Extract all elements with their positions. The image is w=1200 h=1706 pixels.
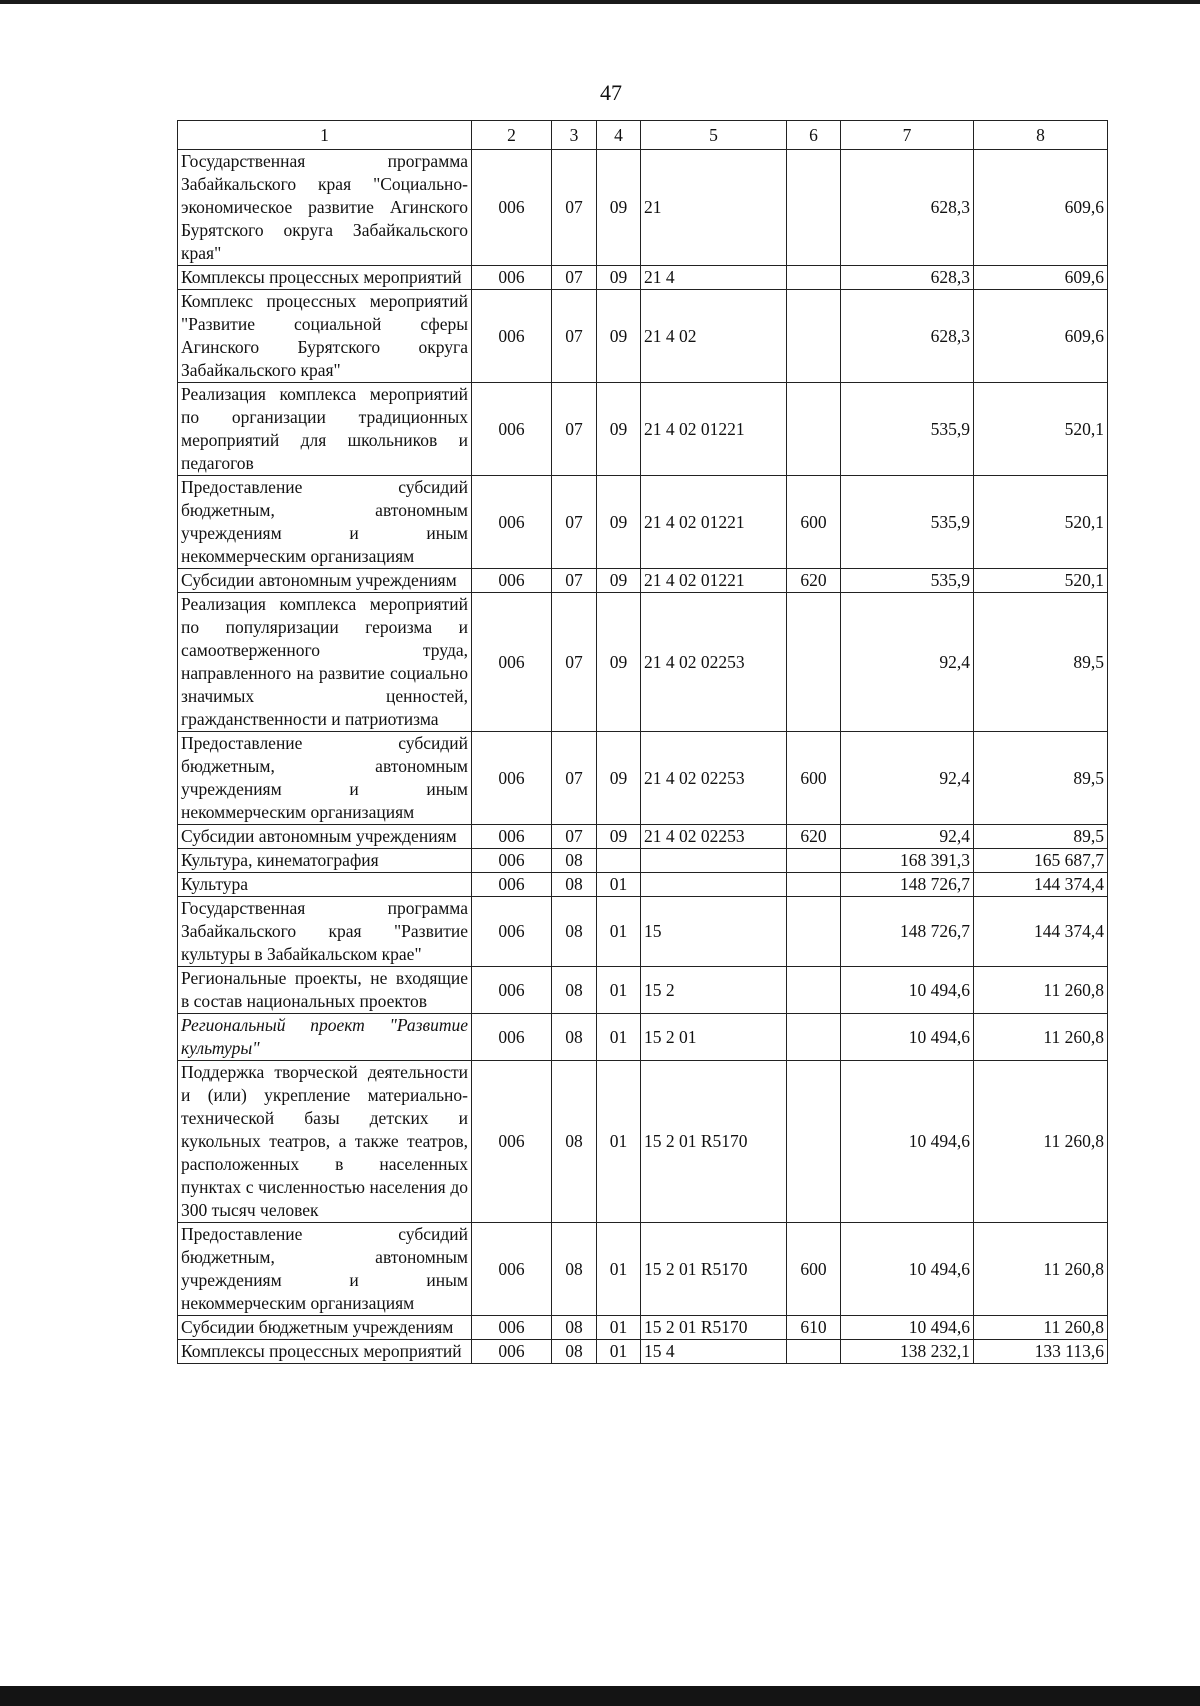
row-section-cell: 08: [552, 967, 597, 1014]
table-row: [178, 1014, 1108, 1061]
row-expense-type-cell: [787, 1340, 841, 1364]
row-subsection-cell: 09: [597, 266, 641, 290]
row-code-2-cell: 006: [472, 849, 552, 873]
row-code-2-cell: 006: [472, 569, 552, 593]
table-body: [178, 150, 1108, 1364]
row-expense-type-cell: [787, 1014, 841, 1061]
row-amount-7-cell: 628,3: [841, 266, 974, 290]
row-amount-7-cell: 148 726,7: [841, 873, 974, 897]
table-row: [178, 476, 1108, 569]
row-section-cell: 08: [552, 1340, 597, 1364]
row-subsection-cell: 01: [597, 1316, 641, 1340]
row-target-article-cell: 15 4: [641, 1340, 787, 1364]
row-name-cell: Комплекс процессных мероприятий "Развитие социальной сферы Агинского Бурятского округа Забайкальского края": [178, 290, 472, 383]
row-name-cell: Предоставление субсидий бюджетным, автономным учреждениям и иным некоммерческим организациям: [178, 476, 472, 569]
row-amount-8-cell: 144 374,4: [974, 897, 1108, 967]
row-section-cell: 08: [552, 873, 597, 897]
row-subsection-cell: 01: [597, 1014, 641, 1061]
row-name-cell: Комплексы процессных мероприятий: [178, 266, 472, 290]
row-section-cell: 07: [552, 593, 597, 732]
row-name-cell: Комплексы процессных мероприятий: [178, 1340, 472, 1364]
row-amount-7-cell: 10 494,6: [841, 1014, 974, 1061]
row-amount-7-cell: 628,3: [841, 150, 974, 266]
row-amount-7-cell: 628,3: [841, 290, 974, 383]
row-amount-8-cell: 520,1: [974, 383, 1108, 476]
row-amount-7-cell: 10 494,6: [841, 1061, 974, 1223]
row-section-cell: 07: [552, 290, 597, 383]
row-subsection-cell: 01: [597, 1061, 641, 1223]
top-scan-edge: [0, 0, 1200, 4]
header-row: [178, 121, 1108, 150]
row-code-2-cell: 006: [472, 825, 552, 849]
row-amount-8-cell: 89,5: [974, 825, 1108, 849]
row-name-cell: Реализация комплекса мероприятий по организации традиционных мероприятий для школьников и педагогов: [178, 383, 472, 476]
row-section-cell: 08: [552, 1061, 597, 1223]
row-amount-8-cell: 89,5: [974, 732, 1108, 825]
row-amount-7-cell: 148 726,7: [841, 897, 974, 967]
row-expense-type-cell: [787, 1061, 841, 1223]
row-subsection-cell: 01: [597, 1223, 641, 1316]
row-subsection-cell: 09: [597, 383, 641, 476]
table-row: [178, 1223, 1108, 1316]
row-amount-8-cell: 165 687,7: [974, 849, 1108, 873]
row-name-cell: Поддержка творческой деятельности и (или) укрепление материально-технической базы детских и кукольных театров, а также театров, расположенных в населенных пунктах с численностью населения до 300 тысяч человек: [178, 1061, 472, 1223]
row-name-cell: Субсидии автономным учреждениям: [178, 569, 472, 593]
row-name-cell: Культура, кинематография: [178, 849, 472, 873]
row-code-2-cell: 006: [472, 873, 552, 897]
row-section-cell: 08: [552, 1014, 597, 1061]
row-expense-type-cell: 600: [787, 732, 841, 825]
row-target-article-cell: 15 2 01 R5170: [641, 1061, 787, 1223]
row-target-article-cell: 15: [641, 897, 787, 967]
row-target-article-cell: 15 2: [641, 967, 787, 1014]
row-expense-type-cell: 600: [787, 1223, 841, 1316]
table-row: [178, 1316, 1108, 1340]
row-target-article-cell: 21 4 02 01221: [641, 383, 787, 476]
row-code-2-cell: 006: [472, 732, 552, 825]
row-subsection-cell: 01: [597, 873, 641, 897]
row-expense-type-cell: 600: [787, 476, 841, 569]
row-target-article-cell: 21: [641, 150, 787, 266]
row-target-article-cell: 21 4 02 01221: [641, 569, 787, 593]
row-section-cell: 07: [552, 150, 597, 266]
row-subsection-cell: 09: [597, 593, 641, 732]
row-expense-type-cell: [787, 383, 841, 476]
row-expense-type-cell: [787, 290, 841, 383]
row-subsection-cell: 01: [597, 1340, 641, 1364]
row-amount-8-cell: 11 260,8: [974, 967, 1108, 1014]
row-amount-8-cell: 11 260,8: [974, 1061, 1108, 1223]
table-row: [178, 593, 1108, 732]
row-amount-8-cell: 609,6: [974, 290, 1108, 383]
row-amount-8-cell: 520,1: [974, 569, 1108, 593]
row-code-2-cell: 006: [472, 266, 552, 290]
row-name-cell: Государственная программа Забайкальского края "Развитие культуры в Забайкальском крае": [178, 897, 472, 967]
row-amount-8-cell: 609,6: [974, 150, 1108, 266]
row-expense-type-cell: [787, 897, 841, 967]
row-target-article-cell: 21 4: [641, 266, 787, 290]
row-amount-8-cell: 11 260,8: [974, 1316, 1108, 1340]
row-section-cell: 08: [552, 1316, 597, 1340]
row-name-cell: Культура: [178, 873, 472, 897]
row-code-2-cell: 006: [472, 476, 552, 569]
row-target-article-cell: 21 4 02 02253: [641, 593, 787, 732]
row-code-2-cell: 006: [472, 1223, 552, 1316]
row-target-article-cell: 21 4 02 01221: [641, 476, 787, 569]
row-amount-7-cell: 10 494,6: [841, 1316, 974, 1340]
row-code-2-cell: 006: [472, 383, 552, 476]
row-section-cell: 08: [552, 849, 597, 873]
row-amount-8-cell: 520,1: [974, 476, 1108, 569]
row-section-cell: 07: [552, 825, 597, 849]
row-target-article-cell: 21 4 02 02253: [641, 825, 787, 849]
row-subsection-cell: 01: [597, 967, 641, 1014]
header-cell-1: 1: [178, 121, 472, 150]
row-subsection-cell: 09: [597, 476, 641, 569]
row-target-article-cell: 15 2 01 R5170: [641, 1223, 787, 1316]
row-code-2-cell: 006: [472, 1316, 552, 1340]
row-expense-type-cell: 610: [787, 1316, 841, 1340]
row-amount-7-cell: 535,9: [841, 383, 974, 476]
row-subsection-cell: 09: [597, 150, 641, 266]
row-target-article-cell: [641, 849, 787, 873]
row-amount-7-cell: 535,9: [841, 569, 974, 593]
row-expense-type-cell: [787, 266, 841, 290]
header-cell-5: 5: [641, 121, 787, 150]
row-amount-7-cell: 535,9: [841, 476, 974, 569]
row-subsection-cell: 09: [597, 732, 641, 825]
row-expense-type-cell: [787, 593, 841, 732]
row-amount-8-cell: 11 260,8: [974, 1223, 1108, 1316]
table-row: [178, 1061, 1108, 1223]
row-section-cell: 08: [552, 897, 597, 967]
table-row: [178, 967, 1108, 1014]
header-cell-7: 7: [841, 121, 974, 150]
budget-table: [177, 120, 1108, 1364]
table-row: [178, 825, 1108, 849]
row-name-cell: Предоставление субсидий бюджетным, автономным учреждениям и иным некоммерческим организациям: [178, 732, 472, 825]
row-section-cell: 07: [552, 383, 597, 476]
row-code-2-cell: 006: [472, 1014, 552, 1061]
bottom-scan-edge: [0, 1686, 1200, 1706]
row-name-cell: Региональные проекты, не входящие в состав национальных проектов: [178, 967, 472, 1014]
row-code-2-cell: 006: [472, 290, 552, 383]
table-row: [178, 266, 1108, 290]
row-amount-7-cell: 92,4: [841, 825, 974, 849]
row-code-2-cell: 006: [472, 967, 552, 1014]
row-amount-7-cell: 92,4: [841, 593, 974, 732]
row-expense-type-cell: 620: [787, 569, 841, 593]
row-subsection-cell: 09: [597, 290, 641, 383]
row-expense-type-cell: 620: [787, 825, 841, 849]
row-amount-8-cell: 11 260,8: [974, 1014, 1108, 1061]
row-amount-7-cell: 10 494,6: [841, 1223, 974, 1316]
row-expense-type-cell: [787, 150, 841, 266]
table-row: [178, 290, 1108, 383]
header-cell-3: 3: [552, 121, 597, 150]
row-subsection-cell: [597, 849, 641, 873]
row-amount-7-cell: 168 391,3: [841, 849, 974, 873]
table-row: [178, 569, 1108, 593]
row-target-article-cell: 21 4 02 02253: [641, 732, 787, 825]
row-section-cell: 08: [552, 1223, 597, 1316]
row-amount-8-cell: 144 374,4: [974, 873, 1108, 897]
table-row: [178, 873, 1108, 897]
header-cell-6: 6: [787, 121, 841, 150]
row-target-article-cell: 15 2 01 R5170: [641, 1316, 787, 1340]
row-code-2-cell: 006: [472, 1340, 552, 1364]
row-name-cell: Субсидии бюджетным учреждениям: [178, 1316, 472, 1340]
row-name-cell: Предоставление субсидий бюджетным, автономным учреждениям и иным некоммерческим организациям: [178, 1223, 472, 1316]
row-code-2-cell: 006: [472, 1061, 552, 1223]
table-row: [178, 732, 1108, 825]
row-amount-7-cell: 92,4: [841, 732, 974, 825]
table-row: [178, 1340, 1108, 1364]
row-target-article-cell: 21 4 02: [641, 290, 787, 383]
table-row: [178, 897, 1108, 967]
row-code-2-cell: 006: [472, 593, 552, 732]
row-amount-8-cell: 133 113,6: [974, 1340, 1108, 1364]
header-cell-2: 2: [472, 121, 552, 150]
table-row: [178, 383, 1108, 476]
row-name-cell: Реализация комплекса мероприятий по популяризации героизма и самоотверженного труда, направленного на развитие социально значимых ценностей, гражданственности и патриотизма: [178, 593, 472, 732]
row-amount-7-cell: 138 232,1: [841, 1340, 974, 1364]
header-cell-4: 4: [597, 121, 641, 150]
row-code-2-cell: 006: [472, 897, 552, 967]
row-name-cell: Региональный проект "Развитие культуры": [178, 1014, 472, 1061]
row-name-cell: Государственная программа Забайкальского края "Социально-экономическое развитие Агинского Бурятского округа Забайкальского края": [178, 150, 472, 266]
row-subsection-cell: 09: [597, 569, 641, 593]
row-expense-type-cell: [787, 967, 841, 1014]
row-expense-type-cell: [787, 849, 841, 873]
row-code-2-cell: 006: [472, 150, 552, 266]
row-subsection-cell: 01: [597, 897, 641, 967]
row-section-cell: 07: [552, 732, 597, 825]
row-section-cell: 07: [552, 476, 597, 569]
header-cell-8: 8: [974, 121, 1108, 150]
table-row: [178, 150, 1108, 266]
row-amount-8-cell: 609,6: [974, 266, 1108, 290]
row-target-article-cell: [641, 873, 787, 897]
row-expense-type-cell: [787, 873, 841, 897]
row-section-cell: 07: [552, 569, 597, 593]
row-amount-8-cell: 89,5: [974, 593, 1108, 732]
row-target-article-cell: 15 2 01: [641, 1014, 787, 1061]
page-number: 47: [600, 80, 622, 105]
row-name-cell: Субсидии автономным учреждениям: [178, 825, 472, 849]
row-subsection-cell: 09: [597, 825, 641, 849]
row-amount-7-cell: 10 494,6: [841, 967, 974, 1014]
table-row: [178, 849, 1108, 873]
row-section-cell: 07: [552, 266, 597, 290]
